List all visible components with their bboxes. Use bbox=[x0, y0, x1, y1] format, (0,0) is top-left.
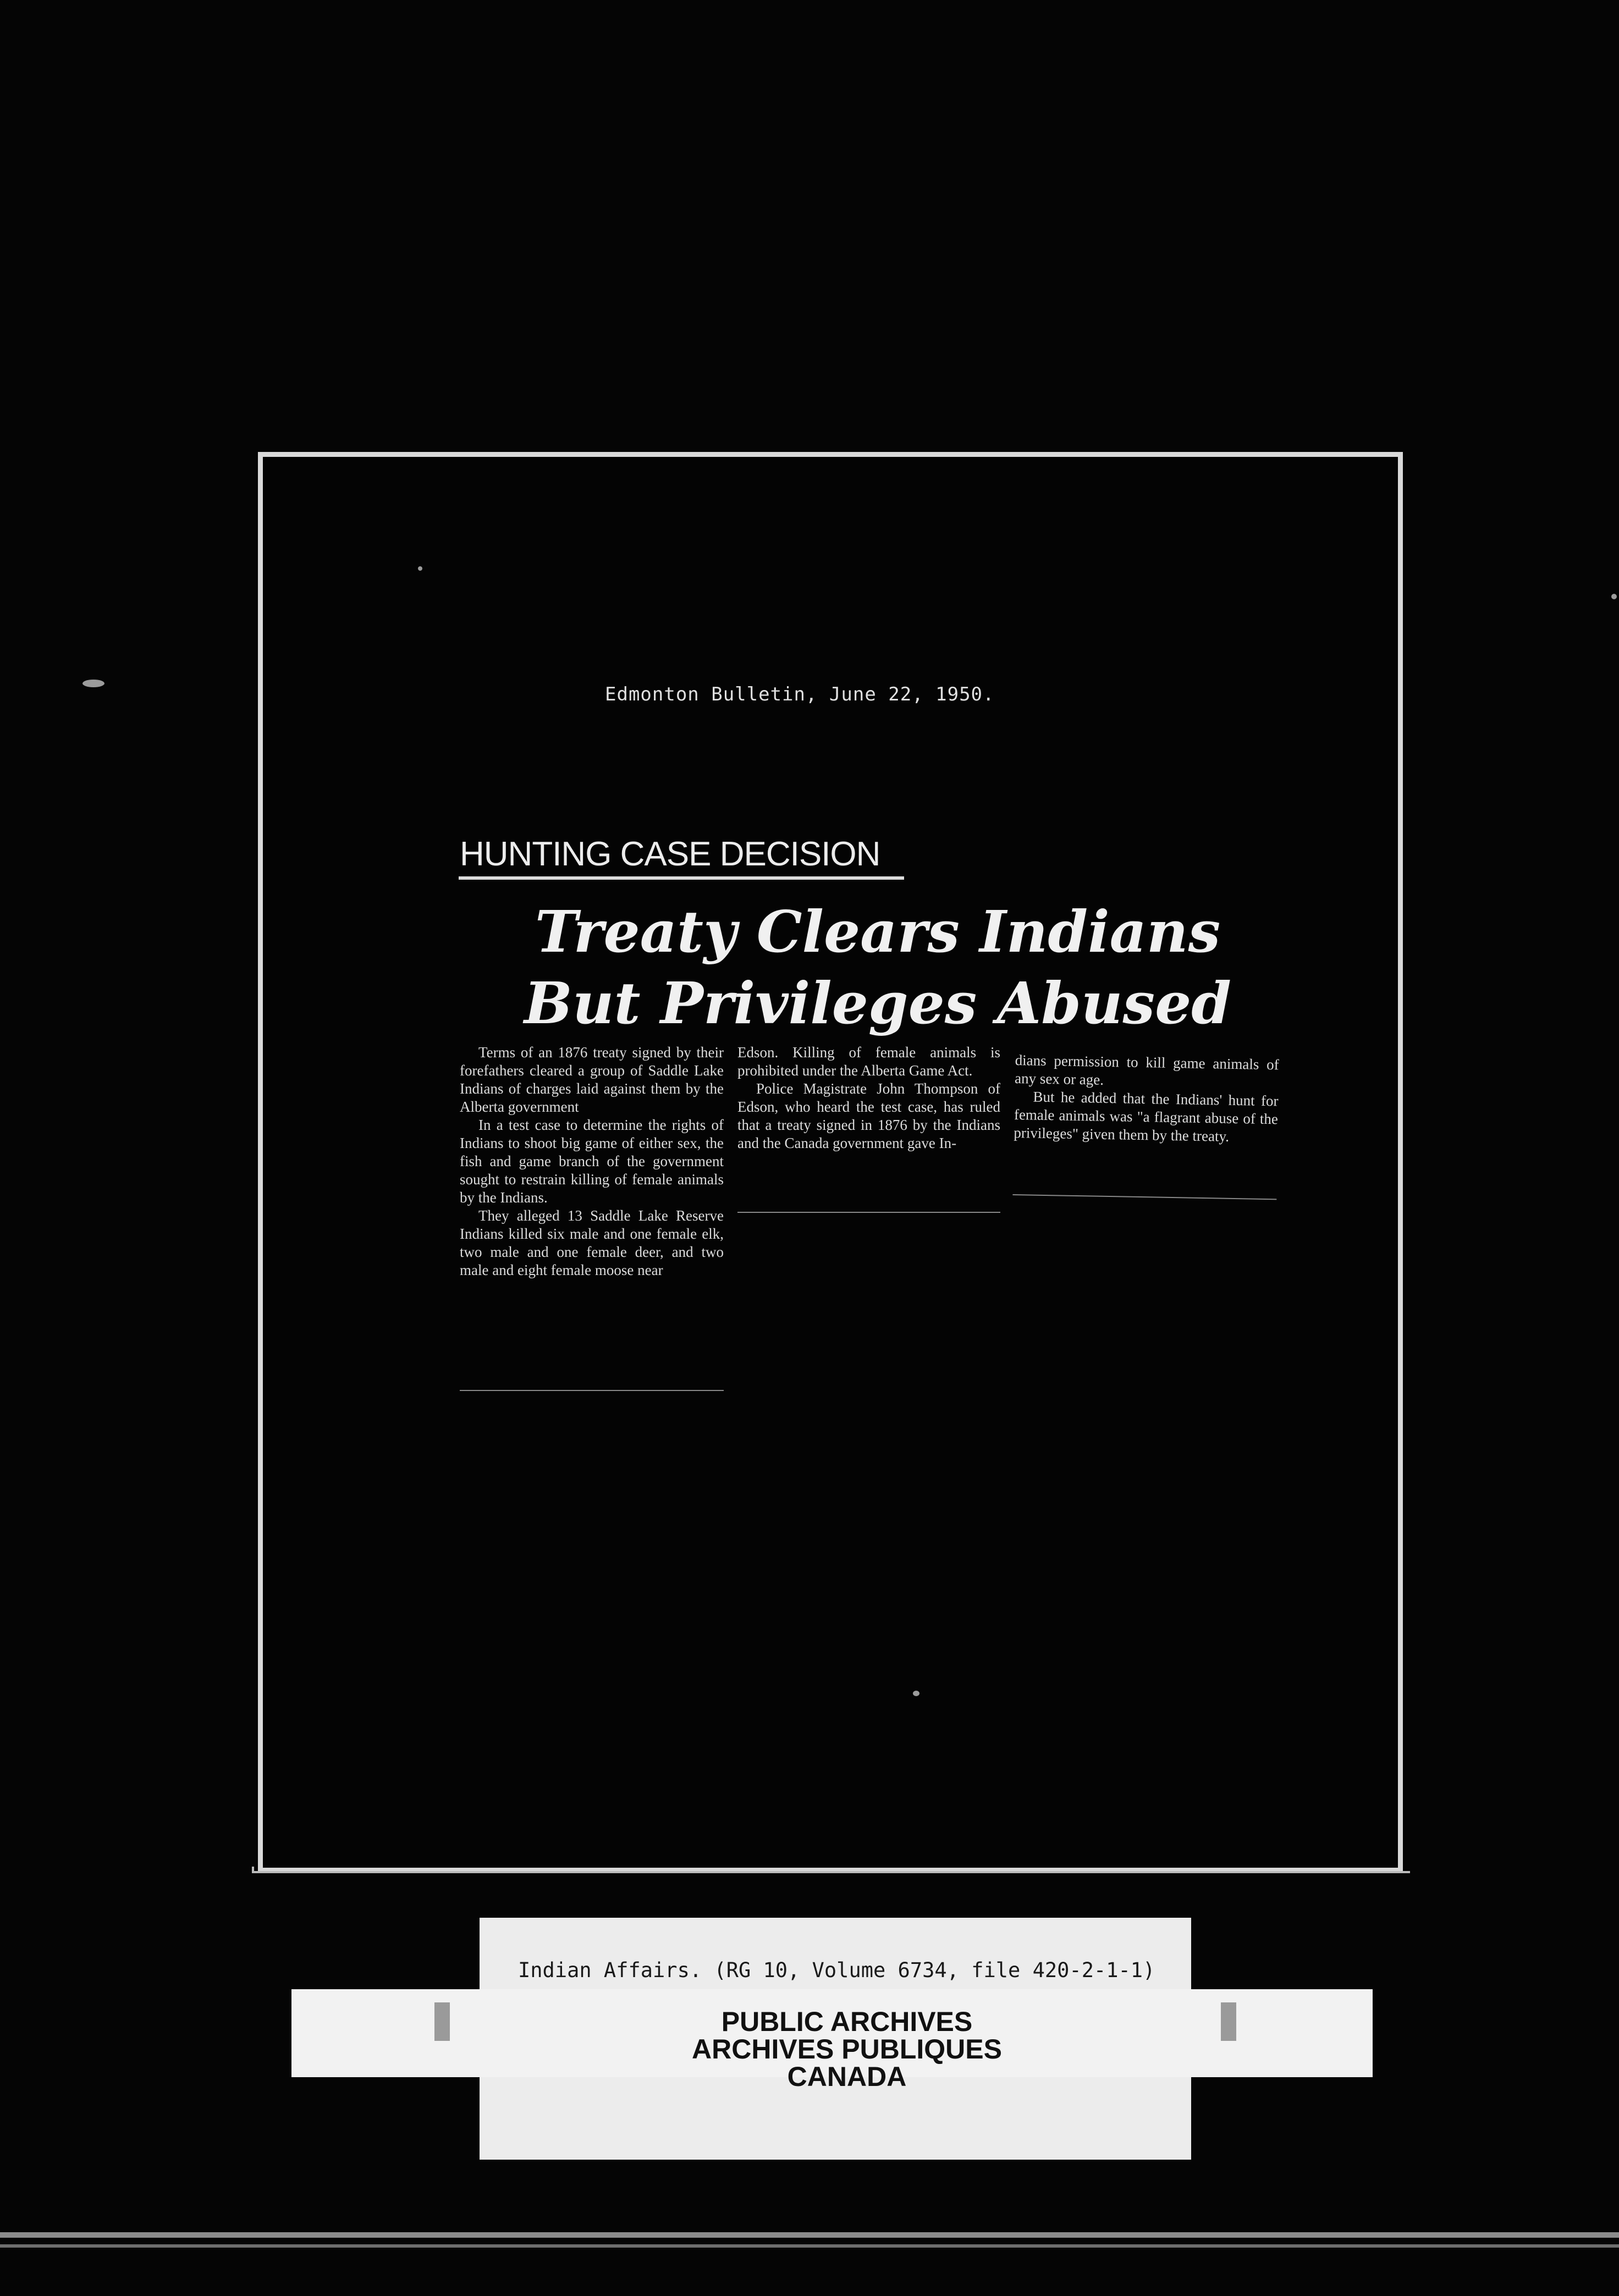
paragraph: Police Magistrate John Thompson of Edson, who heard the test case, has ruled that a treaty signed in 1876 by the Indians and the Canada government gave In- bbox=[737, 1080, 1000, 1151]
paragraph: But he added that the Indians' hunt for female animals was "a flagrant abuse of the privileges" given them by the treaty. bbox=[1014, 1088, 1279, 1145]
paragraph: Edson. Killing of female animals is prohibited under the Alberta Game Act. bbox=[737, 1044, 1000, 1079]
dust-speck bbox=[418, 566, 422, 571]
label-tab bbox=[434, 2002, 450, 2041]
stamp-line-2: ARCHIVES PUBLIQUES bbox=[692, 2034, 1002, 2065]
source-caption: Edmonton Bulletin, June 22, 1950. bbox=[605, 683, 995, 705]
article-kicker: HUNTING CASE DECISION bbox=[460, 835, 880, 873]
label-tab bbox=[1221, 2002, 1236, 2041]
paragraph: In a test case to determine the rights of Indians to shoot big game of either sex, the fish and game branch of the government sought to restrain killing of female animals by the Indians. bbox=[460, 1117, 724, 1206]
stamp-line-1: PUBLIC ARCHIVES bbox=[721, 2006, 973, 2037]
newspaper-clipping bbox=[443, 819, 1290, 1397]
dust-speck bbox=[82, 680, 104, 687]
dust-speck bbox=[913, 1691, 919, 1696]
article-headline bbox=[520, 896, 1235, 1039]
archive-stamp bbox=[621, 2008, 1072, 2090]
paragraph: dians permission to kill game animals of any sex or age. bbox=[1014, 1051, 1279, 1088]
article-column-2 bbox=[737, 1044, 1000, 1213]
article-column-1 bbox=[460, 1044, 724, 1391]
kicker-underline bbox=[459, 876, 904, 880]
paragraph: Terms of an 1876 treaty signed by their forefathers cleared a group of Saddle Lake Indians of charges laid against them by the Alberta government bbox=[460, 1044, 724, 1115]
paragraph: They alleged 13 Saddle Lake Reserve Indians killed six male and one female elk, two male and one female deer, and two male and eight female moose near bbox=[460, 1207, 724, 1278]
headline-line-1: Treaty Clears Indians bbox=[535, 898, 1221, 965]
stamp-line-3: CANADA bbox=[787, 2061, 907, 2092]
article-column-3 bbox=[1012, 1051, 1279, 1200]
dust-speck bbox=[1611, 594, 1617, 599]
film-edge bbox=[0, 2244, 1619, 2248]
film-edge bbox=[0, 2232, 1619, 2238]
mount-frame-shadow bbox=[252, 1867, 1410, 1873]
headline-line-2: But Privileges Abused bbox=[524, 969, 1231, 1037]
archive-reference: Indian Affairs. (RG 10, Volume 6734, file 420-2-1-1) bbox=[518, 1958, 1155, 1982]
